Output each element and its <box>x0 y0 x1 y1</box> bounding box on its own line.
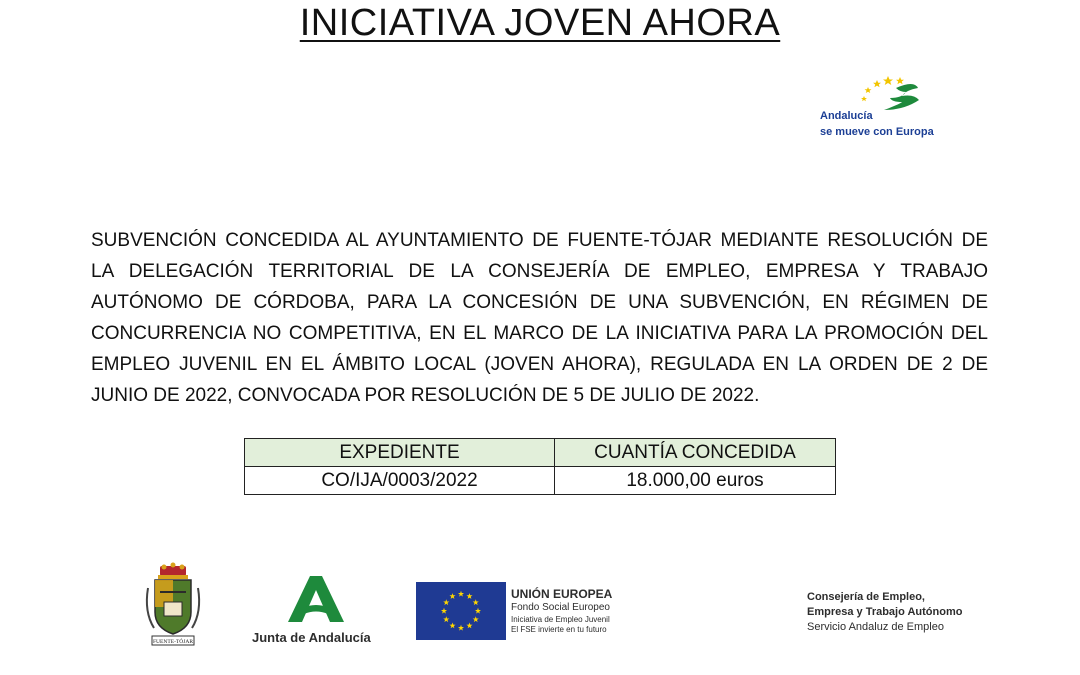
eu-star <box>475 608 481 614</box>
cuantia-cell: 18.000,00 euros <box>555 467 836 495</box>
eu-star <box>449 593 455 599</box>
eu-star <box>449 623 455 629</box>
logo-text-line1: Andalucía <box>820 110 873 122</box>
expediente-cell: CO/IJA/0003/2022 <box>245 467 555 495</box>
junta-andalucia-logo <box>252 574 382 648</box>
grant-table <box>244 438 836 495</box>
andalucia-europa-logo <box>818 72 934 142</box>
consejeria-line1: Consejería de Empleo, <box>807 591 925 603</box>
consejeria-line2: Empresa y Trabajo Autónomo <box>807 606 963 618</box>
subsidy-description: SUBVENCIÓN CONCEDIDA AL AYUNTAMIENTO DE FUENTE-TÓJAR MEDIANTE RESOLUCIÓN DE LA DELEGACIÓN TERRITORIAL DE LA CONSEJERÍA DE EMPLEO, EMPRESA Y TRABAJO AUTÓNOMO DE CÓRDOBA, PARA LA CONCESIÓN DE UNA SUBVENCIÓN, EN RÉGIMEN DE CONCURRENCIA NO COMPETITIVA, EN EL MARCO DE LA INICIATIVA PARA LA PROMOCIÓN DEL EMPLEO JUVENIL EN EL ÁMBITO LOCAL (JOVEN AHORA), REGULADA EN LA ORDEN DE 2 DE JUNIO DE 2022, CONVOCADA POR RESOLUCIÓN DE 5 DE JULIO DE 2022. <box>91 230 988 406</box>
fuente-tojar-crest <box>142 562 204 648</box>
eu-star <box>473 616 479 622</box>
junta-andalucia-label: Junta de Andalucía <box>252 630 371 645</box>
logo-text-line2: se mueve con Europa <box>820 126 934 138</box>
ue-title: UNIÓN EUROPEA <box>511 587 613 601</box>
ue-iniciativa: Iniciativa de Empleo Juvenil <box>511 615 610 624</box>
eu-star <box>466 623 472 629</box>
eu-star <box>441 608 447 614</box>
union-europea-logo <box>416 582 636 642</box>
column-header-expediente: EXPEDIENTE <box>245 439 555 467</box>
document-header <box>0 2 1080 45</box>
fuente-tojar-crest-icon <box>142 562 204 648</box>
eu-star <box>443 599 449 605</box>
eu-star <box>443 616 449 622</box>
eu-star <box>466 593 472 599</box>
consejeria-line3: Servicio Andaluz de Empleo <box>807 621 944 633</box>
eu-star <box>458 625 464 631</box>
consejeria-logo <box>807 590 1007 634</box>
junta-andalucia-logo-icon <box>286 574 346 626</box>
eu-flag <box>416 582 506 640</box>
eu-star <box>458 591 464 597</box>
ue-fondo-social: Fondo Social Europeo <box>511 602 610 613</box>
andalucia-europa-logo-icon <box>856 74 922 112</box>
page-title: INICIATIVA JOVEN AHORA <box>299 2 781 44</box>
column-header-cuantia: CUANTÍA CONCEDIDA <box>555 439 836 467</box>
table-row <box>245 467 836 495</box>
eu-star <box>473 599 479 605</box>
crest-ribbon-text: FUENTE-TÓJAR <box>152 639 194 645</box>
eu-flag-icon <box>416 582 506 640</box>
table-header-row <box>245 439 836 467</box>
ue-fse-slogan: El FSE invierte en tu futuro <box>511 625 607 634</box>
